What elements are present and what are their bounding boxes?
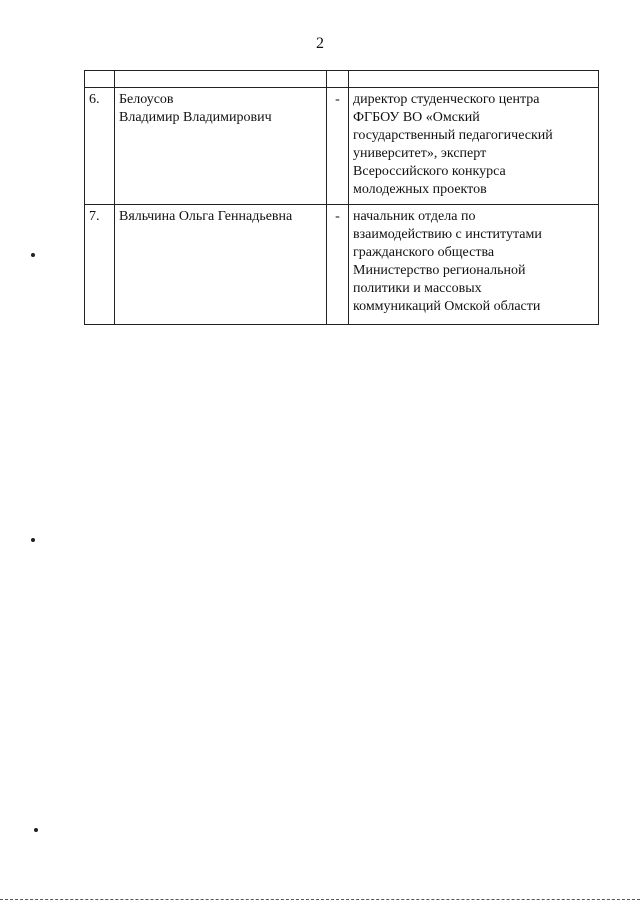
scan-dot-mark [34, 828, 38, 832]
position-line: коммуникаций Омской области [353, 299, 541, 314]
member-position [349, 88, 599, 205]
member-position [349, 205, 599, 325]
table-header-row [85, 71, 599, 88]
table-row [85, 88, 599, 205]
table-row [85, 205, 599, 325]
position-line: взаимодействию с институтами [353, 227, 542, 242]
member-name [115, 88, 327, 205]
position-line: государственный педагогический [353, 128, 553, 143]
scan-dot-mark [31, 538, 35, 542]
scan-bottom-edge [0, 899, 640, 900]
members-table [84, 70, 599, 325]
member-name [115, 205, 327, 325]
scan-dot-mark [31, 253, 35, 257]
position-line: гражданского общества [353, 245, 495, 260]
position-line: политики и массовых [353, 281, 482, 296]
position-line: начальник отдела по [353, 209, 476, 224]
row-dash: - [327, 88, 349, 205]
row-dash: - [327, 205, 349, 325]
page-number: 2 [316, 35, 324, 52]
position-line: университет», эксперт [353, 146, 487, 161]
position-line: Всероссийского конкурса [353, 164, 506, 179]
row-number: 7. [85, 205, 115, 325]
header-cell-dash [327, 71, 349, 88]
header-cell-number [85, 71, 115, 88]
position-line: директор студенческого центра [353, 92, 540, 107]
header-cell-name [115, 71, 327, 88]
member-surname: Белоусов [119, 92, 174, 107]
member-given-names: Владимир Владимирович [119, 110, 272, 125]
row-number: 6. [85, 88, 115, 205]
member-full-name: Вяльчина Ольга Геннадьевна [119, 209, 293, 224]
position-line: молодежных проектов [353, 182, 487, 197]
position-line: ФГБОУ ВО «Омский [353, 110, 480, 125]
position-line: Министерство региональной [353, 263, 526, 278]
header-cell-position [349, 71, 599, 88]
